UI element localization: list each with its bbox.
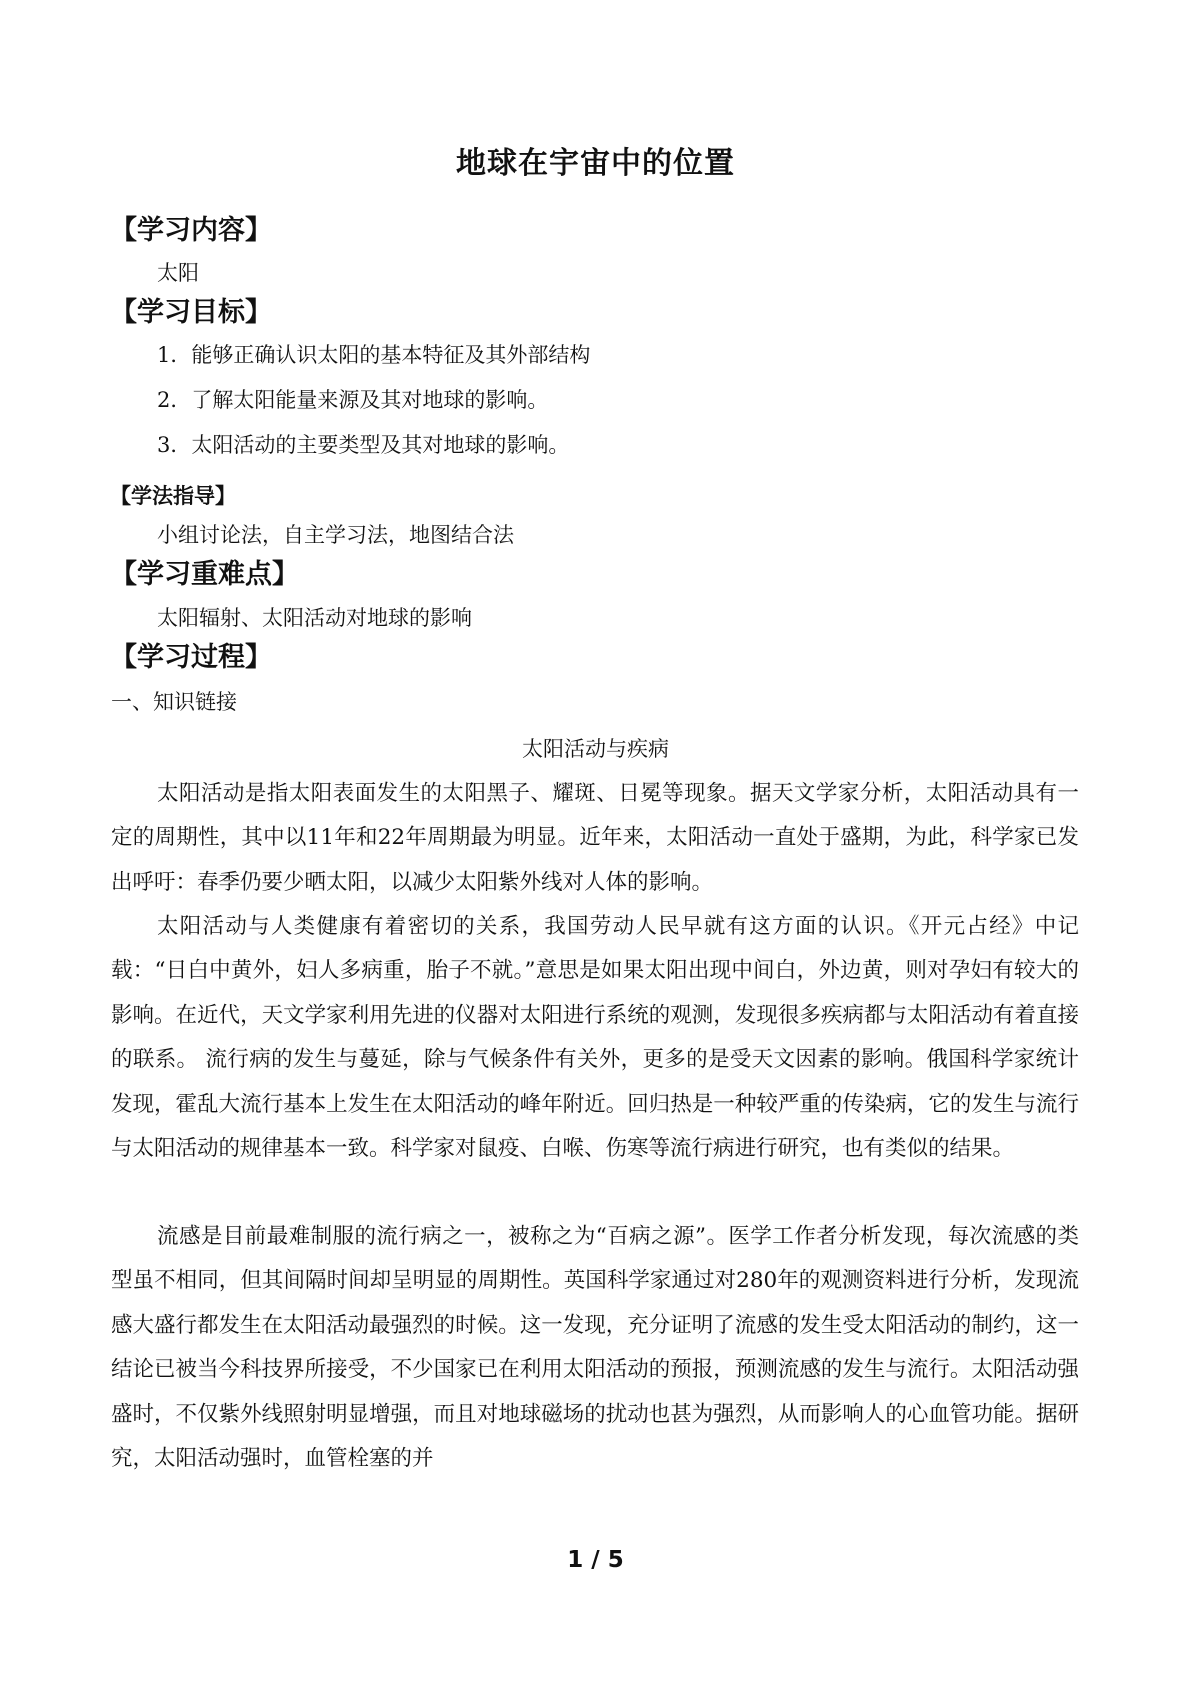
heading-key-difficulties: 【学习重难点】: [110, 559, 299, 590]
goal-item-1: 1．能够正确认识太阳的基本特征及其外部结构: [157, 343, 591, 367]
article-title: 太阳活动与疾病: [522, 737, 669, 761]
article-paragraph-3: 流感是目前最难制服的流行病之一，被称之为“百病之源”。医学工作者分析发现，每次流感的类型虽不相同，但其间隔时间却呈明显的周期性。英国科学家通过对280年的观测资料进行分析，发现流感大盛行都发生在太阳活动最强烈的时候。这一发现，充分证明了流感的发生受太阳活动的制约，这一结论已被当今科技界所接受，不少国家已在利用太阳活动的预报，预测流感的发生与流行。太阳活动强盛时，不仅紫外线照射明显增强，而且对地球磁场的扰动也甚为强烈，从而影响人的心血管功能。据研究，太阳活动强时，血管栓塞的并: [111, 1224, 1079, 1472]
heading-learning-content: 【学习内容】: [110, 215, 272, 246]
heading-study-method: 【学法指导】: [110, 484, 236, 508]
heading-learning-goals: 【学习目标】: [110, 297, 272, 328]
document-title: 地球在宇宙中的位置: [456, 146, 735, 181]
article-paragraph-2: 太阳活动与人类健康有着密切的关系，我国劳动人民早就有这方面的认识。《开元占经》中记载：“日白中黄外，妇人多病重，胎子不就。”意思是如果太阳出现中间白，外边黄，则对孕妇有较大的影响。在近代，天文学家利用先进的仪器对太阳进行系统的观测，发现很多疾病都与太阳活动有着直接的联系。 流行病的发生与蔓延，除与气候条件有关外，更多的是受天文因素的影响。俄国科学家统计发现，霍乱大流行基本上发生在太阳活动的峰年附近。回归热是一种较严重的传染病，它的发生与流行与太阳活动的规律基本一致。科学家对鼠疫、白喉、伤寒等流行病进行研究，也有类似的结果。: [111, 914, 1079, 1162]
study-method-text: 小组讨论法，自主学习法，地图结合法: [157, 523, 514, 547]
article-paragraph-1: 太阳活动是指太阳表面发生的太阳黑子、耀斑、日冕等现象。据天文学家分析，太阳活动具有一定的周期性，其中以11年和22年周期最为明显。近年来，太阳活动一直处于盛期，为此，科学家已发出呼吁：春季仍要少晒太阳，以减少太阳紫外线对人体的影响。: [111, 781, 1079, 895]
page-indicator: 1 / 5: [567, 1547, 624, 1573]
goal-item-3: 3．太阳活动的主要类型及其对地球的影响。: [157, 433, 570, 457]
learning-content-text: 太阳: [157, 261, 199, 285]
heading-learning-process: 【学习过程】: [110, 642, 272, 673]
key-difficulties-text: 太阳辐射、太阳活动对地球的影响: [157, 606, 472, 630]
knowledge-link-label: 一、知识链接: [111, 690, 237, 714]
goal-item-2: 2．了解太阳能量来源及其对地球的影响。: [157, 388, 549, 412]
